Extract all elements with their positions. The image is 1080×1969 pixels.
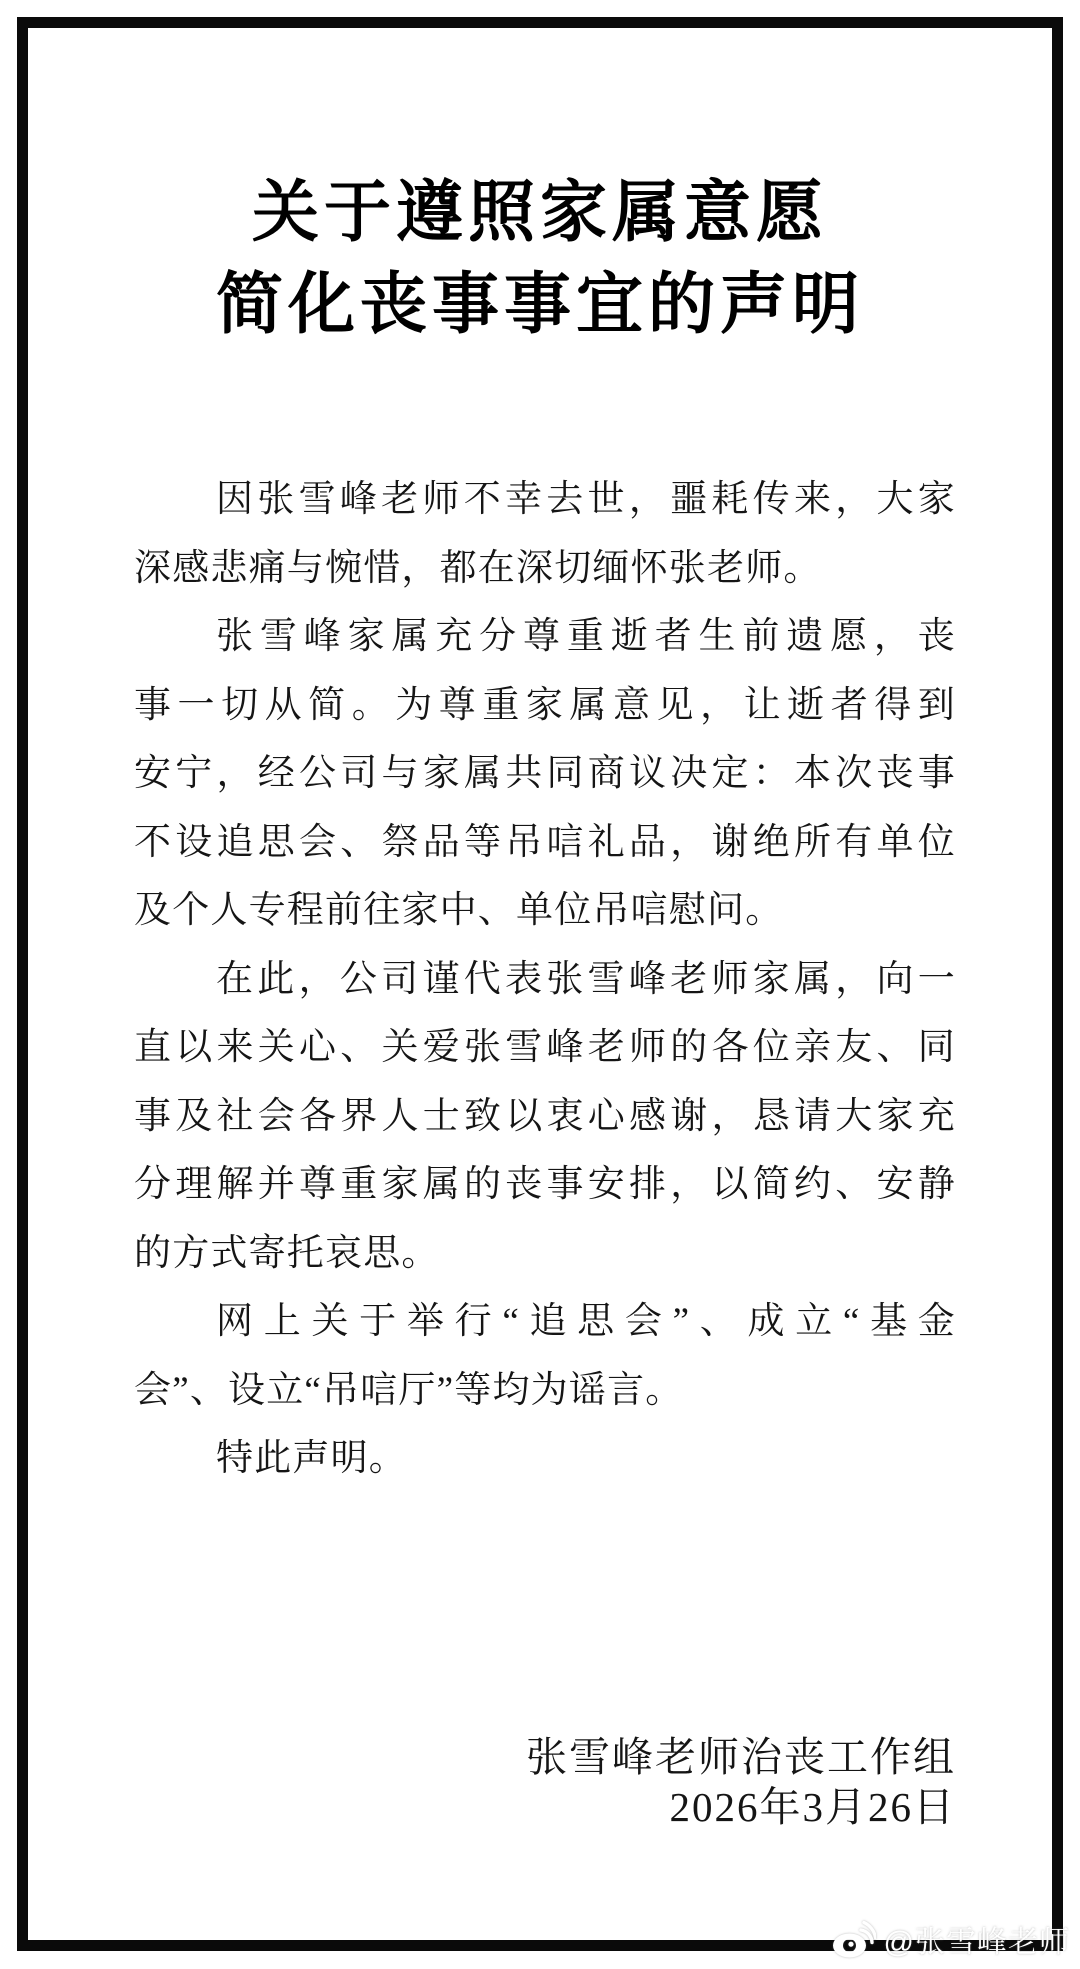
body-line-p4-l2: 会”、设立“吊唁厅”等均为谣言。 [134,1369,684,1411]
body-line-p2-l5: 及个人专程前往家中、单位吊唁慰问。 [134,890,784,931]
body-line-p5-l1: 特此声明。 [216,1438,407,1479]
title-line-1: 关于遵照家属意愿 [252,175,828,250]
signature-date: 2026年3月26日 [669,1784,956,1830]
body-line-p4-l1: 网上关于举行“追思会”、成立“基金 [216,1301,956,1342]
body-line-p1-l2: 深感悲痛与惋惜，都在深切缅怀张老师。 [134,547,822,589]
signature-org: 张雪峰老师治丧工作组 [526,1734,956,1780]
body-line-p1-l1: 因张雪峰老师不幸去世，噩耗传来，大家 [216,479,956,520]
body-line-p3-l1: 在此，公司谨代表张雪峰老师家属，向一 [216,958,956,1000]
statement-title [0,167,1080,351]
weibo-watermark [830,1917,1070,1961]
body-line-p3-l4: 分理解并尊重家属的丧事安排，以简约、安静 [134,1164,956,1205]
body-line-p2-l4: 不设追思会、祭品等吊唁礼品，谢绝所有单位 [134,821,956,863]
body-line-p3-l5: 的方式寄托哀思。 [134,1232,440,1274]
statement-body [134,466,956,1494]
body-line-p2-l2: 事一切从简。为尊重家属意见，让逝者得到 [134,684,956,726]
watermark-handle: @张雪峰老师 [883,1926,1070,1959]
body-line-p2-l1: 张雪峰家属充分尊重逝者生前遗愿，丧 [216,616,956,657]
title-line-2: 简化丧事事宜的声明 [216,267,864,342]
body-line-p3-l3: 事及社会各界人士致以衷心感谢，恳请大家充 [134,1095,956,1137]
weibo-icon [830,1918,876,1960]
body-line-p3-l2: 直以来关心、关爱张雪峰老师的各位亲友、同 [134,1027,956,1068]
body-line-p2-l3: 安宁，经公司与家属共同商议决定：本次丧事 [134,753,956,794]
signature-block [526,1732,956,1832]
